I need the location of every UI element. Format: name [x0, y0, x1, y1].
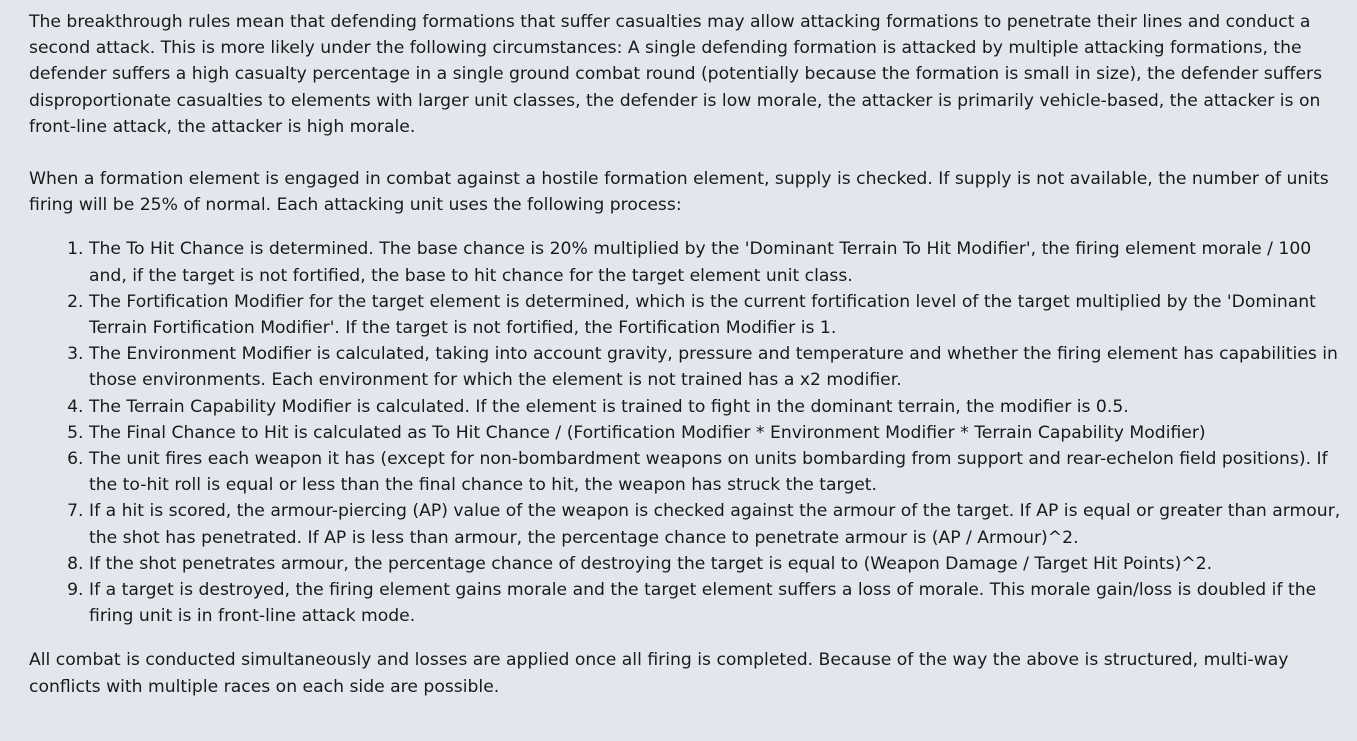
list-item: 1. The To Hit Chance is determined. The base chance is 20% multiplied by the 'Dominant Terrain To Hit Modifier', the firing element morale / 100 and, if the target is not fortified, the base to hit chance for the target element unit class. [89, 236, 1349, 288]
list-item: 4. The Terrain Capability Modifier is calculated. If the element is trained to fight in the dominant terrain, the modifier is 0.5. [89, 394, 1349, 420]
paragraph-simultaneous-combat: All combat is conducted simultaneously and losses are applied once all firing is completed. Because of the way the above is structured, multi-way conflicts with multiple races on each side are possible. [29, 650, 1289, 697]
list-item: 6. The unit fires each weapon it has (except for non-bombardment weapons on units bombarding from support and rear-echelon field positions). If the to-hit roll is equal or less than the final chance to hit, the weapon has struck the target. [89, 446, 1349, 498]
list-item: 8. If the shot penetrates armour, the percentage chance of destroying the target is equal to (Weapon Damage / Target Hit Points)^2. [89, 551, 1349, 577]
combat-process-list [29, 236, 1349, 629]
list-item: 3. The Environment Modifier is calculated, taking into account gravity, pressure and temperature and whether the firing element has capabilities in those environments. Each environment for which the element is not trained has a x2 modifier. [89, 341, 1349, 393]
list-item: 2. The Fortification Modifier for the target element is determined, which is the current fortification level of the target multiplied by the 'Dominant Terrain Fortification Modifier'. If the target is not fortified, the Fortification Modifier is 1. [89, 289, 1349, 341]
paragraph-breakthrough-rules: The breakthrough rules mean that defending formations that suffer casualties may allow attacking formations to penetrate their lines and conduct a second attack. This is more likely under the following circumstances: A single defending formation is attacked by multiple attacking formations, the defender suffers a high casualty percentage in a single ground combat round (potentially because the formation is small in size), the defender suffers disproportionate casualties to elements with larger unit classes, the defender is low morale, the attacker is primarily vehicle-based, the attacker is on front-line attack, the attacker is high morale. [29, 12, 1323, 137]
list-item: 9. If a target is destroyed, the firing element gains morale and the target element suffers a loss of morale. This morale gain/loss is doubled if the firing unit is in front-line attack mode. [89, 577, 1349, 629]
paragraph-supply-check: When a formation element is engaged in combat against a hostile formation element, supply is checked. If supply is not available, the number of units firing will be 25% of normal. Each attacking unit uses the following process: [29, 169, 1329, 216]
list-item: 5. The Final Chance to Hit is calculated as To Hit Chance / (Fortification Modifier * Environment Modifier * Terrain Capability Modifier) [89, 420, 1349, 446]
list-item: 7. If a hit is scored, the armour-piercing (AP) value of the weapon is checked against the armour of the target. If AP is equal or greater than armour, the shot has penetrated. If AP is less than armour, the percentage chance to penetrate armour is (AP / Armour)^2. [89, 498, 1349, 550]
